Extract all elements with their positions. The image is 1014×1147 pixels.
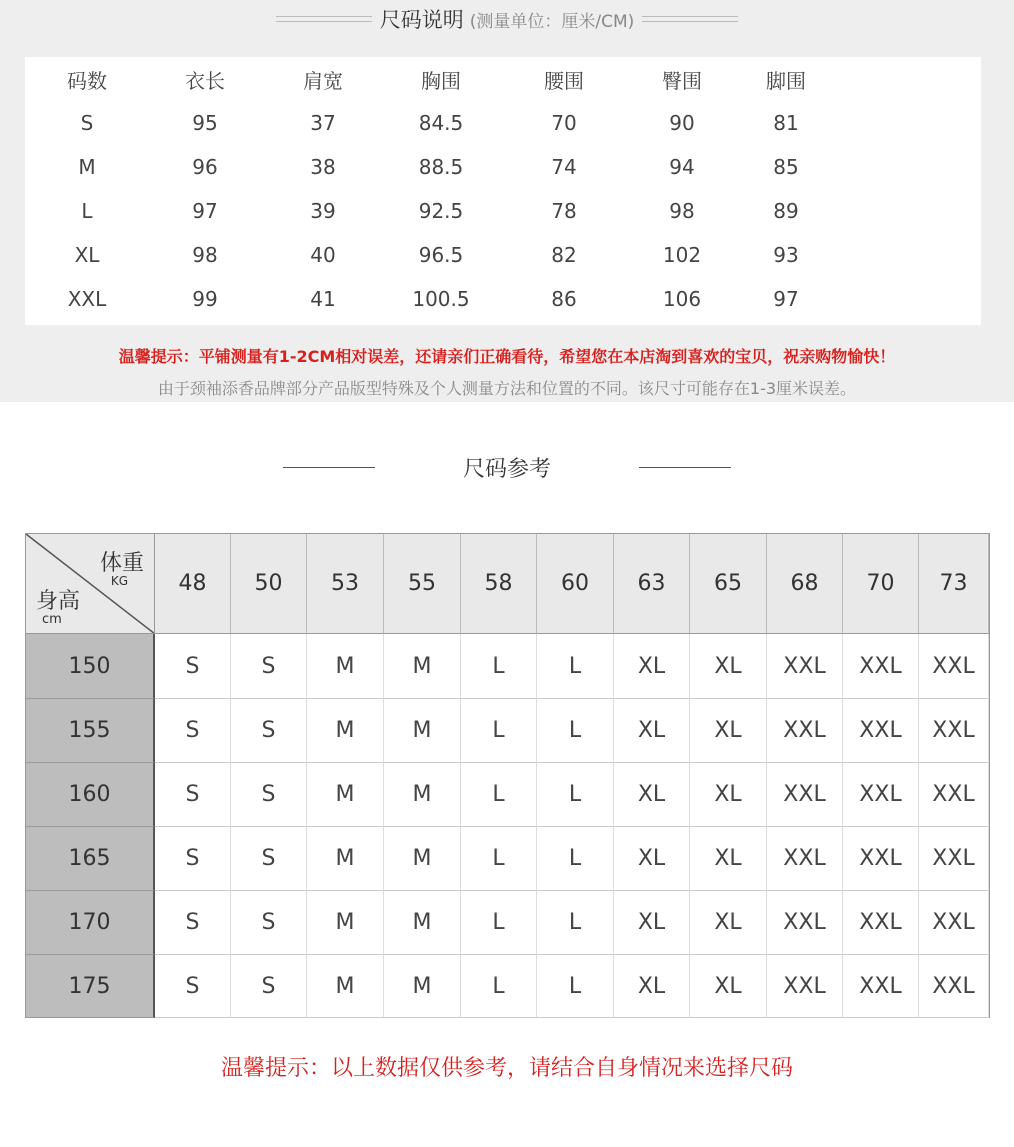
size-chart-cell: 37 <box>310 111 336 135</box>
size-reference-cell: L <box>537 891 614 955</box>
size-chart-header-cell: 码数 <box>67 68 107 93</box>
size-reference-cell: S <box>231 763 307 827</box>
size-reference-cell: M <box>307 763 384 827</box>
size-chart-cell: 92.5 <box>418 199 464 223</box>
size-reference-cell: S <box>231 955 307 1018</box>
size-reference-cell: XXL <box>843 763 919 827</box>
size-reference-cell: XL <box>614 634 690 699</box>
size-reference-cell: XXL <box>767 827 843 891</box>
size-chart-header-cell: 胸围 <box>421 68 461 93</box>
size-reference-cell: XL <box>614 891 690 955</box>
weight-header-cell: 58 <box>461 534 537 634</box>
size-reference-cell: L <box>537 699 614 763</box>
size-reference-cell: S <box>231 827 307 891</box>
size-chart-cell: 82 <box>551 243 577 267</box>
size-chart-cell: 95 <box>192 111 218 135</box>
size-chart-row <box>25 145 981 189</box>
size-reference-cell: XXL <box>843 891 919 955</box>
height-row-header: 170 <box>26 891 155 955</box>
size-chart-cell: 85 <box>773 155 799 179</box>
size-reference-cell: XL <box>614 827 690 891</box>
corner-weight-label: 体重 <box>99 551 144 576</box>
size-reference-cell: M <box>384 763 461 827</box>
size-chart-note: 由于颈袖添香品牌部分产品版型特殊及个人测量方法和位置的不同。该尺寸可能存在1-3厘米误差。 <box>157 379 857 398</box>
size-chart-cell: 97 <box>192 199 218 223</box>
size-reference-cell: XXL <box>919 699 989 763</box>
size-chart-cell: 74 <box>551 155 577 179</box>
size-reference-cell: XXL <box>767 891 843 955</box>
size-reference-cell: XXL <box>919 955 989 1018</box>
size-reference-cell: S <box>231 699 307 763</box>
height-row-header: 165 <box>26 827 155 891</box>
size-chart-cell: 84.5 <box>418 111 464 135</box>
size-chart-title-bar <box>0 4 1014 34</box>
size-chart-cell: 98 <box>669 199 695 223</box>
size-chart-cell: S <box>80 111 94 135</box>
title-left-line <box>283 467 375 468</box>
weight-header-cell: 63 <box>614 534 690 634</box>
size-reference-cell: M <box>307 699 384 763</box>
size-reference-cell: XXL <box>843 699 919 763</box>
size-reference-cell: XL <box>690 699 767 763</box>
size-reference-cell: XL <box>690 891 767 955</box>
title-left-divider <box>276 16 372 22</box>
size-reference-cell: XXL <box>767 634 843 699</box>
weight-header-cell: 48 <box>155 534 231 634</box>
size-chart-header-cell: 腰围 <box>544 68 584 93</box>
size-chart-header-cell: 臀围 <box>662 68 702 93</box>
size-chart-cell: 39 <box>310 199 336 223</box>
size-chart-header-cell: 脚围 <box>766 68 806 93</box>
size-chart-section <box>0 0 1014 402</box>
size-reference-cell: L <box>537 955 614 1018</box>
size-reference-tip: 温馨提示：以上数据仅供参考，请结合自身情况来选择尺码 <box>220 1056 793 1081</box>
size-reference-cell: M <box>307 891 384 955</box>
size-reference-title-bar <box>0 450 1014 484</box>
size-chart-row <box>25 233 981 277</box>
size-reference-cell: XL <box>614 699 690 763</box>
size-reference-cell: XL <box>614 955 690 1018</box>
size-chart-cell: 38 <box>310 155 336 179</box>
size-reference-cell: L <box>461 891 537 955</box>
size-chart-cell: M <box>78 155 96 179</box>
size-chart-row <box>25 101 981 145</box>
size-chart-header-cell: 衣长 <box>185 68 225 93</box>
size-reference-cell: S <box>155 763 231 827</box>
weight-header-cell: 68 <box>767 534 843 634</box>
size-reference-cell: M <box>384 699 461 763</box>
size-chart-cell: 86 <box>551 287 577 311</box>
size-chart-cell: 88.5 <box>418 155 464 179</box>
size-reference-cell: S <box>155 827 231 891</box>
size-reference-cell: XXL <box>767 955 843 1018</box>
corner-height-label: 身高 <box>36 589 81 614</box>
size-chart-cell: 99 <box>192 287 218 311</box>
size-chart-cell: 70 <box>551 111 577 135</box>
size-chart-title: 尺码说明 <box>379 8 464 32</box>
size-chart-cell: 94 <box>669 155 695 179</box>
size-reference-cell: M <box>307 634 384 699</box>
size-reference-cell: S <box>155 699 231 763</box>
size-chart-cell: XXL <box>67 287 107 311</box>
size-reference-cell: M <box>307 827 384 891</box>
size-reference-cell: M <box>384 827 461 891</box>
table-corner-cell <box>26 534 155 634</box>
size-chart-cell: 96 <box>192 155 218 179</box>
height-row-header: 155 <box>26 699 155 763</box>
size-chart-cell: 98 <box>192 243 218 267</box>
size-reference-cell: L <box>461 699 537 763</box>
size-reference-table <box>25 533 990 1018</box>
size-reference-cell: L <box>537 634 614 699</box>
size-chart-row <box>25 277 981 321</box>
size-reference-cell: L <box>537 827 614 891</box>
weight-header-cell: 73 <box>919 534 989 634</box>
size-reference-cell: L <box>537 763 614 827</box>
size-reference-cell: S <box>155 955 231 1018</box>
size-reference-cell: L <box>461 634 537 699</box>
size-chart-tip: 温馨提示：平铺测量有1-2CM相对误差，还请亲们正确看待，希望您在本店淘到喜欢的宝贝，祝亲购物愉快！ <box>118 347 896 366</box>
size-reference-cell: XL <box>690 763 767 827</box>
size-reference-cell: M <box>307 955 384 1018</box>
size-chart-header-row <box>25 57 981 101</box>
weight-header-cell: 65 <box>690 534 767 634</box>
size-reference-cell: XL <box>690 827 767 891</box>
size-chart-cell: XL <box>74 243 100 267</box>
size-chart-cell: 100.5 <box>412 287 470 311</box>
weight-header-cell: 53 <box>307 534 384 634</box>
size-chart-cell: 93 <box>773 243 799 267</box>
size-reference-cell: XXL <box>843 827 919 891</box>
size-chart-cell: 40 <box>310 243 336 267</box>
corner-weight-unit: KG <box>110 574 128 588</box>
size-chart-cell: 89 <box>773 199 799 223</box>
size-chart-cell: 97 <box>773 287 799 311</box>
size-chart-cell: 78 <box>551 199 577 223</box>
size-reference-cell: XXL <box>843 634 919 699</box>
size-reference-cell: XXL <box>767 763 843 827</box>
size-reference-cell: S <box>231 891 307 955</box>
size-chart-cell: 102 <box>662 243 702 267</box>
size-reference-cell: XL <box>690 955 767 1018</box>
size-reference-cell: M <box>384 891 461 955</box>
size-chart-cell: 81 <box>773 111 799 135</box>
corner-height-unit: cm <box>42 612 62 627</box>
size-chart-unit: (测量单位：厘米/CM) <box>469 11 635 32</box>
size-reference-title: 尺码参考 <box>462 456 551 482</box>
weight-header-cell: 70 <box>843 534 919 634</box>
size-chart-row <box>25 189 981 233</box>
size-chart-cell: 90 <box>669 111 695 135</box>
size-chart-cell: 96.5 <box>418 243 464 267</box>
size-reference-cell: XL <box>614 763 690 827</box>
size-reference-cell: M <box>384 955 461 1018</box>
size-reference-cell: XXL <box>919 763 989 827</box>
size-reference-cell: S <box>155 891 231 955</box>
size-reference-cell: XXL <box>919 827 989 891</box>
title-right-line <box>639 467 731 468</box>
height-row-header: 175 <box>26 955 155 1018</box>
size-reference-cell: XXL <box>767 699 843 763</box>
height-row-header: 160 <box>26 763 155 827</box>
size-reference-cell: XL <box>690 634 767 699</box>
size-reference-cell: XXL <box>843 955 919 1018</box>
size-reference-cell: L <box>461 827 537 891</box>
size-chart-header-cell: 肩宽 <box>303 68 343 93</box>
size-reference-cell: XXL <box>919 634 989 699</box>
size-chart-cell: 106 <box>662 287 702 311</box>
height-row-header: 150 <box>26 634 155 699</box>
size-chart-cell: 41 <box>310 287 336 311</box>
weight-header-cell: 50 <box>231 534 307 634</box>
size-reference-cell: L <box>461 763 537 827</box>
weight-header-cell: 60 <box>537 534 614 634</box>
size-reference-cell: XXL <box>919 891 989 955</box>
size-chart-table-box <box>25 57 981 325</box>
size-chart-table <box>25 57 981 325</box>
size-chart-cell: L <box>81 199 93 223</box>
size-reference-cell: M <box>384 634 461 699</box>
title-right-divider <box>642 16 738 22</box>
weight-header-cell: 55 <box>384 534 461 634</box>
size-reference-cell: S <box>155 634 231 699</box>
size-reference-cell: L <box>461 955 537 1018</box>
size-reference-cell: S <box>231 634 307 699</box>
